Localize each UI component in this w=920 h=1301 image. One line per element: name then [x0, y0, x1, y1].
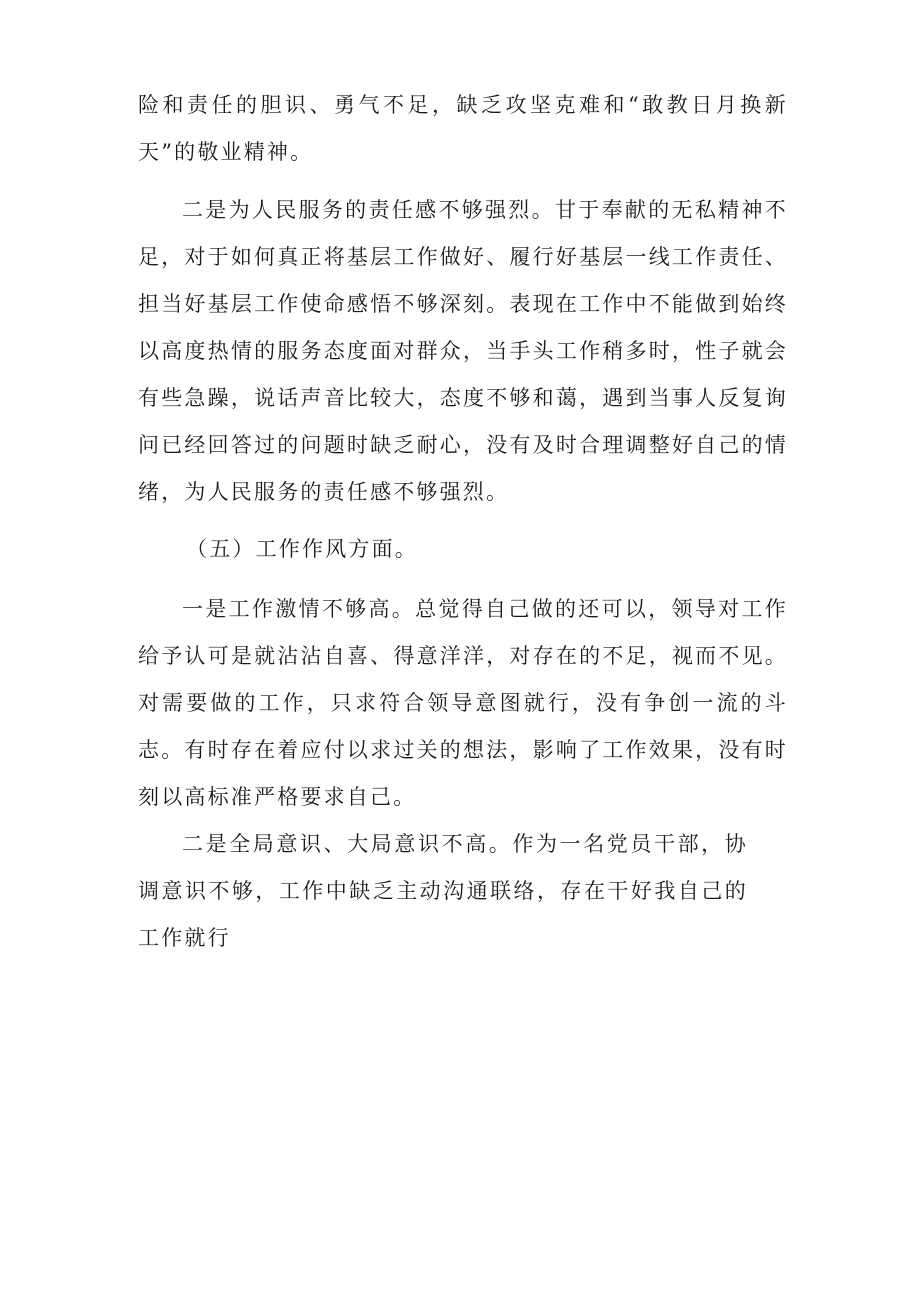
paragraph-overall-awareness: 二是全局意识、大局意识不高。作为一名党员干部，协调意识不够，工作中缺乏主动沟通联络，存在干好我自己的工作就行: [138, 832, 748, 950]
paragraph-continuation: 险和责任的胆识、勇气不足，缺乏攻坚克难和“敢教日月换新天”的敬业精神。: [138, 93, 788, 164]
paragraph-work-enthusiasm: 一是工作激情不够高。总觉得自己做的还可以，领导对工作给予认可是就沾沾自喜、得意洋洋，对存在的不足，视而不见。对需要做的工作，只求符合领导意图就行，没有争创一流的斗志。有时存在着应付以求过关的想法，影响了工作效果，没有时刻以高标准严格要求自己。: [138, 597, 788, 809]
paragraph-service-responsibility: 二是为人民服务的责任感不够强烈。甘于奉献的无私精神不足，对于如何真正将基层工作做好、履行好基层一线工作责任、担当好基层工作使命感悟不够深刻。表现在工作中不能做到始终以高度热情的服务态度面对群众，当手头工作稍多时，性子就会有些急躁，说话声音比较大，态度不够和蔼，遇到当事人反复询问已经回答过的问题时缺乏耐心，没有及时合理调整好自己的情绪，为人民服务的责任感不够强烈。: [138, 198, 788, 504]
section-heading-work-style: （五）工作作风方面。: [186, 537, 418, 561]
